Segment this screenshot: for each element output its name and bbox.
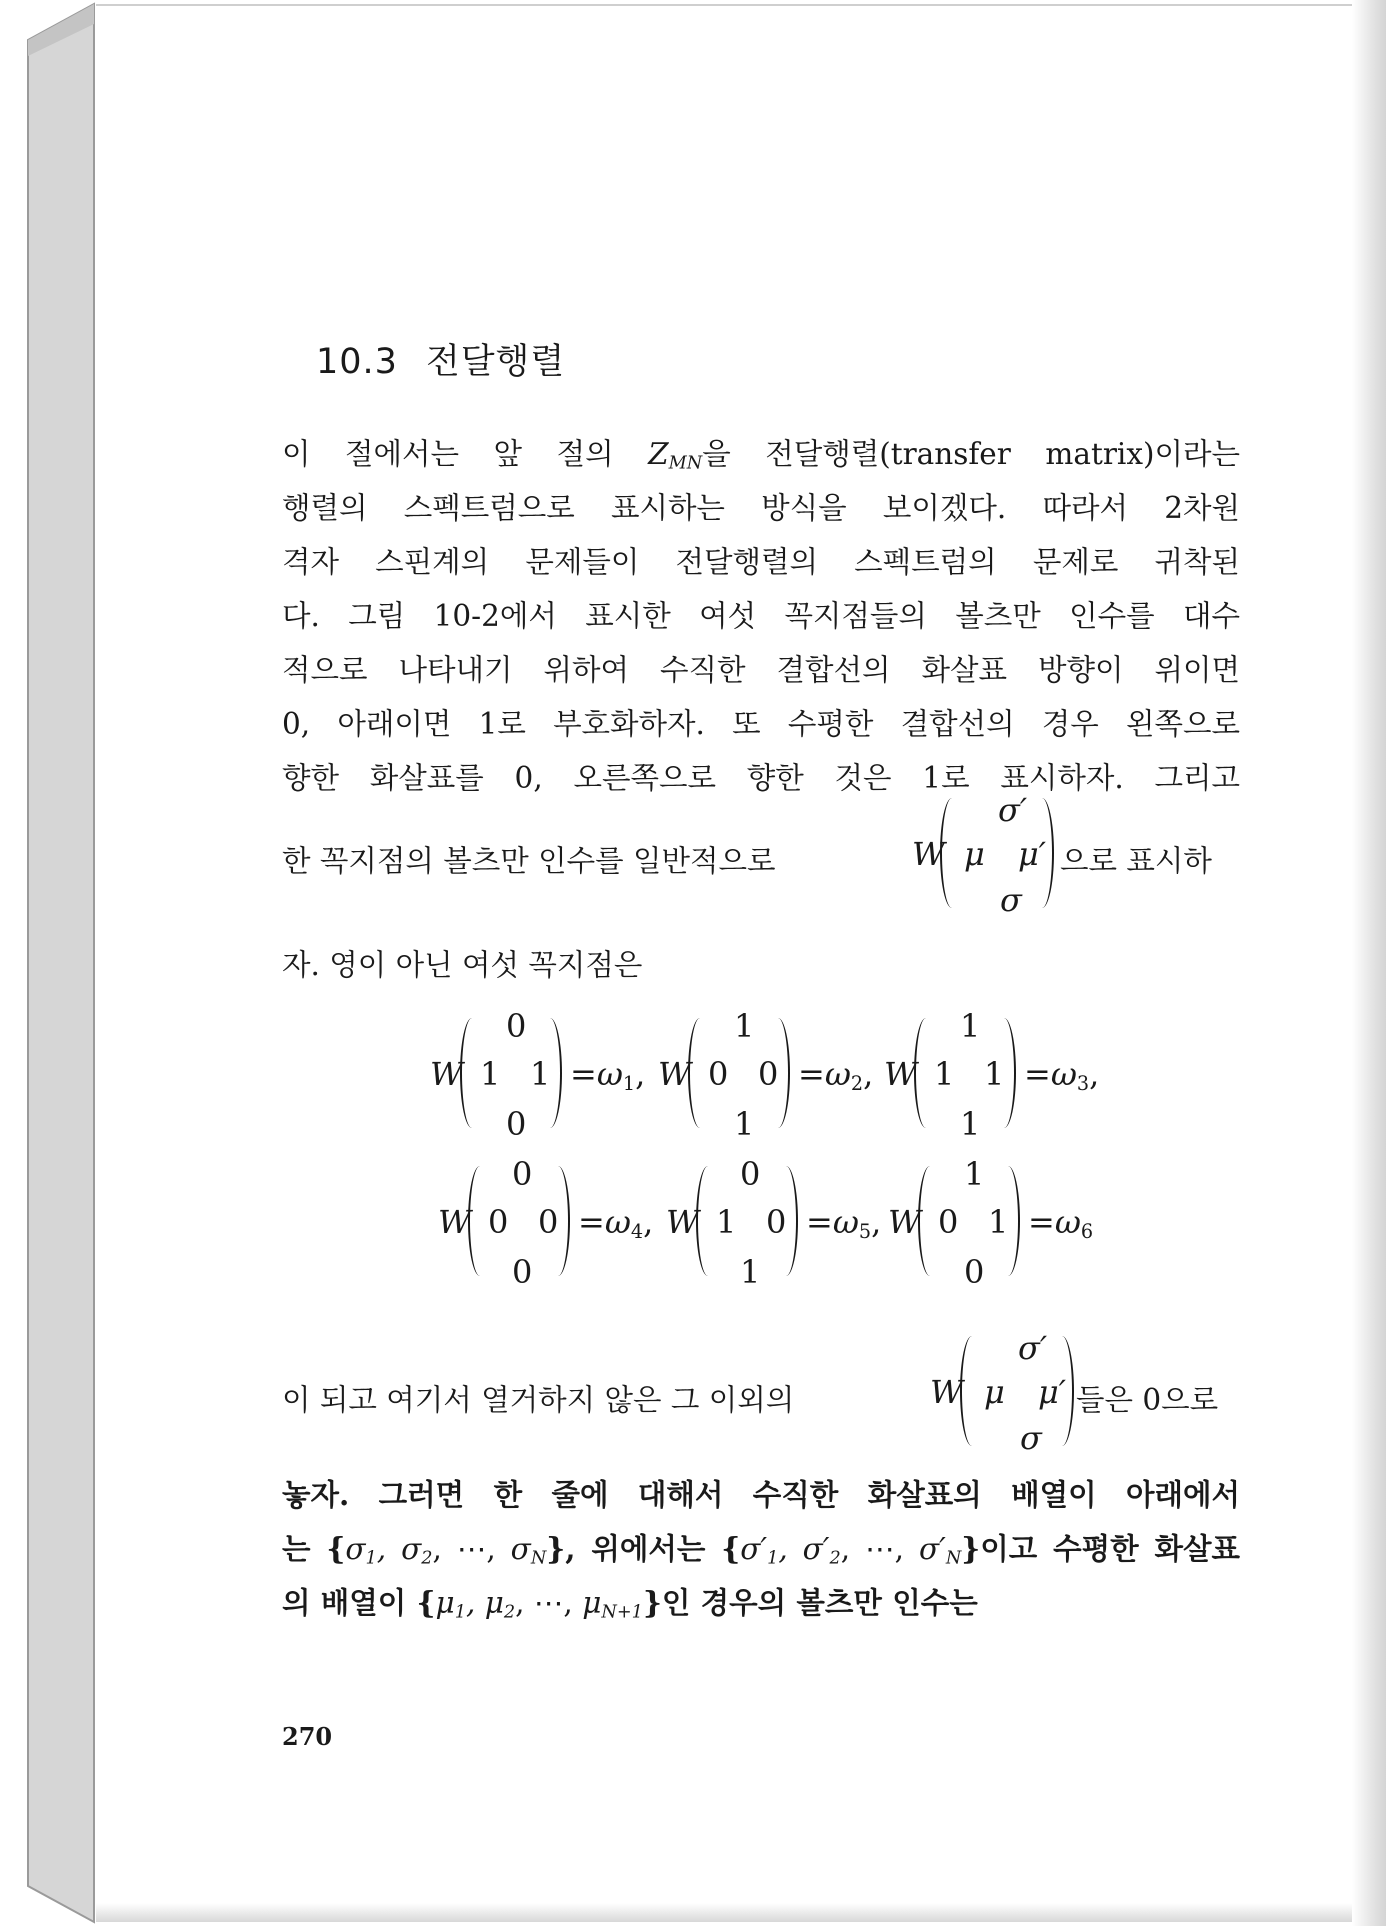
text-line: 향한 화살표를 0, 오른쪽으로 향한 것은 1로 표시하자. 그리고	[282, 761, 1240, 795]
section-number: 10.3	[316, 342, 398, 382]
text-line: 으로 표시하	[1060, 844, 1212, 878]
page-right-shadow	[1352, 0, 1386, 1926]
text-line: 의 배열이 {$\mu_1$, $\mu_2$, ⋯, $\mu_{N+1}$}인 경우의 볼츠만 인수는	[282, 1585, 978, 1623]
vertex-weight-6: W 1 0 1 0 $=\omega_6$	[888, 1155, 1094, 1291]
text-line: 이 절에서는 앞 절의 $Z_{MN}$을 전달행렬(transfer matrix)이라는	[282, 437, 1240, 474]
text-line: 격자 스핀계의 문제들이 전달행렬의 스펙트럼의 문제로 귀착된	[282, 545, 1240, 579]
vertex-weight-general-zero: W σ′ μ μ′ σ	[926, 1324, 1076, 1464]
text-line: 행렬의 스펙트럼으로 표시하는 방식을 보이겠다. 따라서 2차원	[282, 491, 1240, 525]
text-line: 이 되고 여기서 열거하지 않은 그 이외의	[282, 1383, 795, 1417]
section-title: 전달행렬	[425, 342, 566, 382]
vertex-weight-1: W 0 1 1 0 $=\omega_1$,	[430, 1007, 646, 1143]
text-line: 는 {$\sigma_1$, $\sigma_2$, ⋯, $\sigma_N$}, 위에서는 {$\sigma'_1$, $\sigma'_2$, ⋯, $\sigma'_N$}이고 수평한 화살표	[282, 1531, 1240, 1569]
vertex-weight-5: W 0 1 0 1 $=\omega_5$,	[666, 1155, 882, 1291]
text-line: 한 꼭지점의 볼츠만 인수를 일반적으로	[282, 844, 776, 878]
text-line: 자. 영이 아닌 여섯 꼭지점은	[282, 948, 643, 982]
vertex-weight-3: W 1 1 1 1 $=\omega_3$,	[884, 1007, 1100, 1143]
vertex-weight-2: W 1 0 0 1 $=\omega_2$,	[658, 1007, 874, 1143]
section-heading	[316, 334, 565, 384]
book-spine-edge	[0, 0, 96, 1926]
vertex-weight-general: W σ′ μ μ′ σ	[906, 786, 1056, 926]
vertex-weight-4: W 0 0 0 0 $=\omega_4$,	[438, 1155, 654, 1291]
page-number: 270	[282, 1722, 333, 1751]
z-mn-symbol: $Z_{MN}$	[648, 437, 703, 474]
text-line: 다. 그림 10-2에서 표시한 여섯 꼭지점들의 볼츠만 인수를 대수	[282, 599, 1240, 633]
text-line: 놓자. 그러면 한 줄에 대해서 수직한 화살표의 배열이 아래에서	[282, 1477, 1240, 1512]
text-line: 적으로 나타내기 위하여 수직한 결합선의 화살표 방향이 위이면	[282, 653, 1240, 687]
text-line: 0, 아래이면 1로 부호화하자. 또 수평한 결합선의 경우 왼쪽으로	[282, 707, 1240, 741]
text-line: 들은 0으로	[1076, 1383, 1219, 1417]
